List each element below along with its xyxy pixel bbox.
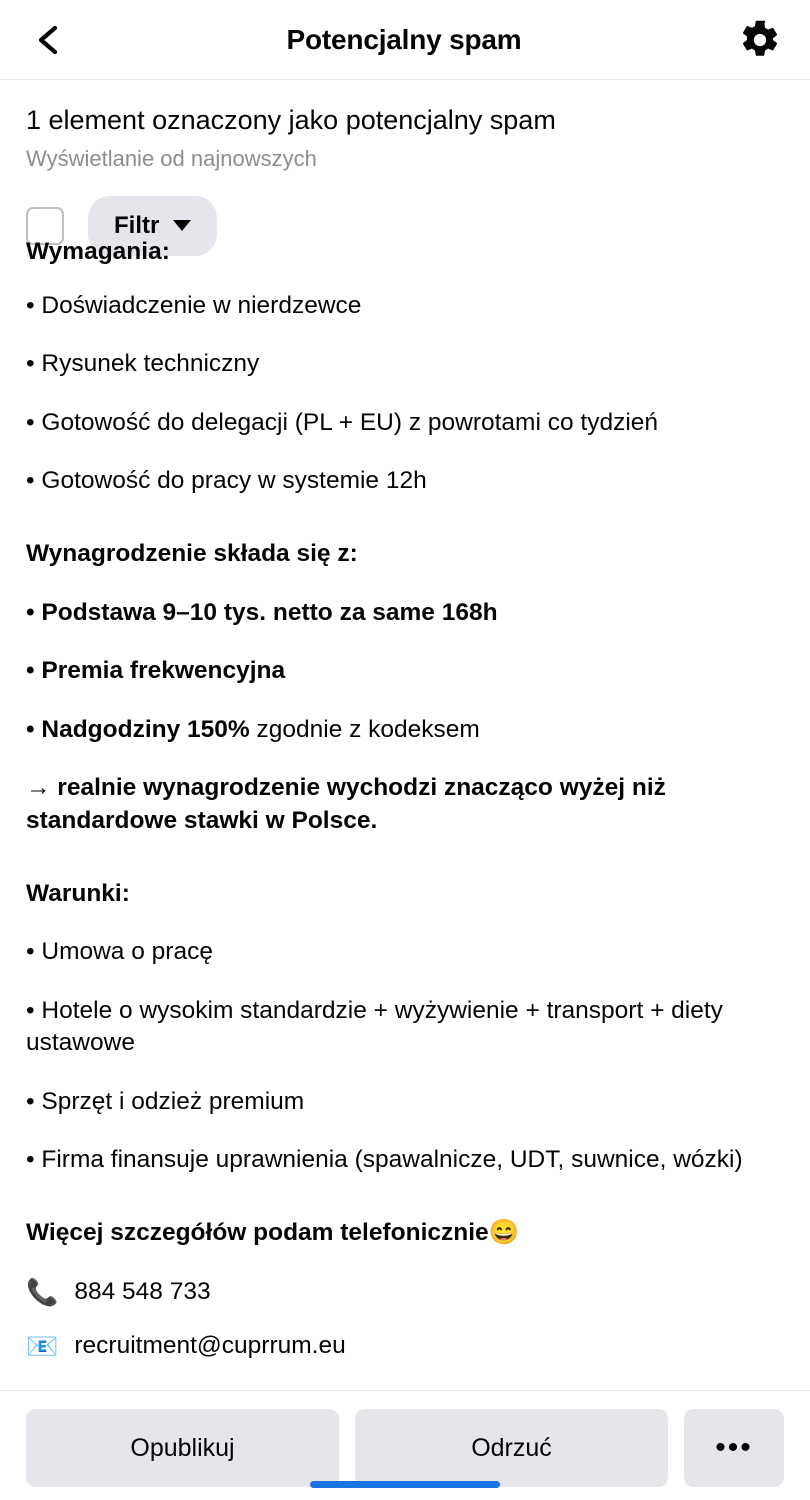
requirement-item: • Gotowość do pracy w systemie 12h — [26, 467, 427, 495]
phone-number[interactable]: 884 548 733 — [74, 1277, 211, 1305]
post-body — [26, 237, 784, 1363]
spacer — [26, 864, 784, 878]
overtime-bold: • Nadgodziny 150% — [26, 715, 250, 743]
phone-line — [26, 1276, 784, 1309]
salary-item-overtime — [26, 714, 784, 747]
gear-icon — [739, 19, 781, 61]
salary-note: → realnie wynagrodzenie wychodzi znacząco wyżej niż standardowe stawki w Polsce. — [26, 774, 666, 834]
list-header — [0, 80, 810, 172]
phone-icon: 📞 — [26, 1276, 59, 1307]
condition-item: • Hotele o wysokim standardzie + wyżywienie + transport + diety ustawowe — [26, 996, 723, 1057]
requirements-heading: Wymagania: — [26, 237, 170, 265]
contact-heading — [26, 1217, 784, 1250]
sort-order-label: Wyświetlanie od najnowszych — [26, 145, 317, 171]
condition-item: • Umowa o pracę — [26, 938, 213, 966]
salary-item: • Podstawa 9–10 tys. netto za same 168h — [26, 598, 498, 626]
overtime-rest: zgodnie z kodeksem — [249, 715, 480, 743]
home-indicator — [310, 1481, 500, 1488]
condition-item: • Firma finansuje uprawnienia (spawalnicze, UDT, suwnice, wózki) — [26, 1146, 743, 1174]
salary-item: • Premia frekwencyjna — [26, 657, 286, 685]
settings-button[interactable] — [736, 16, 784, 64]
post-scroll-area[interactable] — [0, 237, 810, 1390]
chevron-down-icon — [173, 220, 191, 231]
top-navigation-bar — [0, 0, 810, 80]
conditions-heading: Warunki: — [26, 879, 130, 907]
filter-label: Filtr — [114, 211, 160, 239]
back-button[interactable] — [26, 17, 72, 63]
requirement-item: • Gotowość do delegacji (PL + EU) z powrotami co tydzień — [26, 408, 659, 436]
spam-count-title: 1 element oznaczony jako potencjalny spam — [26, 105, 556, 135]
reject-button[interactable]: Odrzuć — [355, 1409, 668, 1487]
smile-emoji-icon: 😄 — [488, 1219, 520, 1246]
contact-heading-text: Więcej szczegółów podam telefonicznie — [26, 1219, 489, 1246]
spacer — [26, 1203, 784, 1217]
spacer — [26, 524, 784, 538]
email-icon: 📧 — [26, 1331, 59, 1362]
email-address[interactable]: recruitment@cuprrum.eu — [74, 1332, 346, 1360]
requirement-item: • Doświadczenie w nierdzewce — [26, 291, 362, 319]
publish-button[interactable]: Opublikuj — [26, 1409, 339, 1487]
chevron-left-icon — [32, 23, 66, 57]
salary-heading: Wynagrodzenie składa się z: — [26, 540, 358, 568]
email-line — [26, 1330, 784, 1363]
page-title: Potencjalny spam — [286, 23, 522, 55]
more-options-button[interactable]: ••• — [684, 1409, 784, 1487]
condition-item: • Sprzęt i odzież premium — [26, 1087, 305, 1115]
requirement-item: • Rysunek techniczny — [26, 350, 260, 378]
